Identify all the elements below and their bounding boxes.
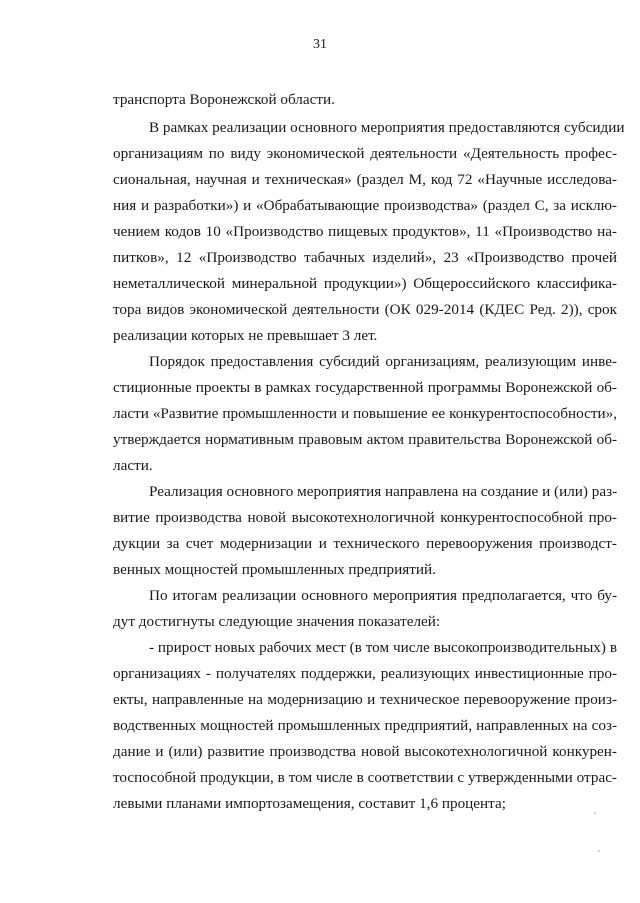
text-line: Реализация основного мероприятия направлена на создание и (или) раз-: [149, 483, 618, 500]
text-line: витие производства новой высокотехнологичной конкурентоспособной про-: [113, 509, 617, 526]
text-line: реализации которых не превышает 3 лет.: [113, 327, 378, 344]
text-line: В рамках реализации основного мероприятия предоставляются субсидии: [149, 119, 625, 136]
text-line: тора видов экономической деятельности (ОК 029-2014 (КДЕС Ред. 2)), срок: [113, 301, 617, 318]
text-line: организациях - получателях поддержки, реализующих инвестиционные про-: [113, 665, 617, 682]
text-line: организациям по виду экономической деятельности «Деятельность профес-: [113, 145, 617, 162]
text-line: питков», 12 «Производство табачных изделий», 23 «Производство прочей: [113, 249, 617, 266]
text-line: водственных мощностей промышленных предприятий, направленных на соз-: [113, 717, 617, 734]
text-line: екты, направленные на модернизацию и техническое перевооружение произ-: [113, 691, 617, 708]
text-line: По итогам реализации основного мероприятия предполагается, что бу-: [149, 587, 617, 604]
text-line: дукции за счет модернизации и технического перевооружения производст-: [113, 535, 617, 552]
text-line: левыми планами импортозамещения, составит 1,6 процента;: [113, 795, 506, 812]
scan-speck: [594, 812, 596, 814]
text-line: дут достигнуты следующие значения показателей:: [113, 613, 441, 630]
text-line: неметаллической минеральной продукции») Общероссийского классифика-: [113, 275, 617, 292]
text-line: стиционные проекты в рамках государственной программы Воронежской об-: [113, 379, 617, 396]
page-number: 31: [313, 37, 327, 52]
text-line: Порядок предоставления субсидий организациям, реализующим инве-: [149, 353, 617, 370]
text-line: ласти.: [113, 457, 153, 474]
text-line: ласти «Развитие промышленности и повышение ее конкурентоспособности»,: [113, 405, 617, 422]
text-line: транспорта Воронежской области.: [113, 91, 335, 108]
text-line: ния и разработки») и «Обрабатывающие производства» (раздел С, за исклю-: [113, 197, 617, 214]
text-line: дание и (или) развитие производства новой высокотехнологичной конкурен-: [113, 743, 617, 760]
scan-speck: [598, 850, 600, 852]
text-line: утверждается нормативным правовым актом правительства Воронежской об-: [113, 431, 617, 448]
text-line: венных мощностей промышленных предприятий.: [113, 561, 436, 578]
text-line: - прирост новых рабочих мест (в том числе высокопроизводительных) в: [149, 639, 617, 656]
text-line: чением кодов 10 «Производство пищевых продуктов», 11 «Производство на-: [113, 223, 617, 240]
text-line: тоспособной продукции, в том числе в соответствии с утвержденными отрас-: [113, 769, 617, 786]
text-line: сиональная, научная и техническая» (раздел М, код 72 «Научные исследова-: [113, 171, 617, 188]
